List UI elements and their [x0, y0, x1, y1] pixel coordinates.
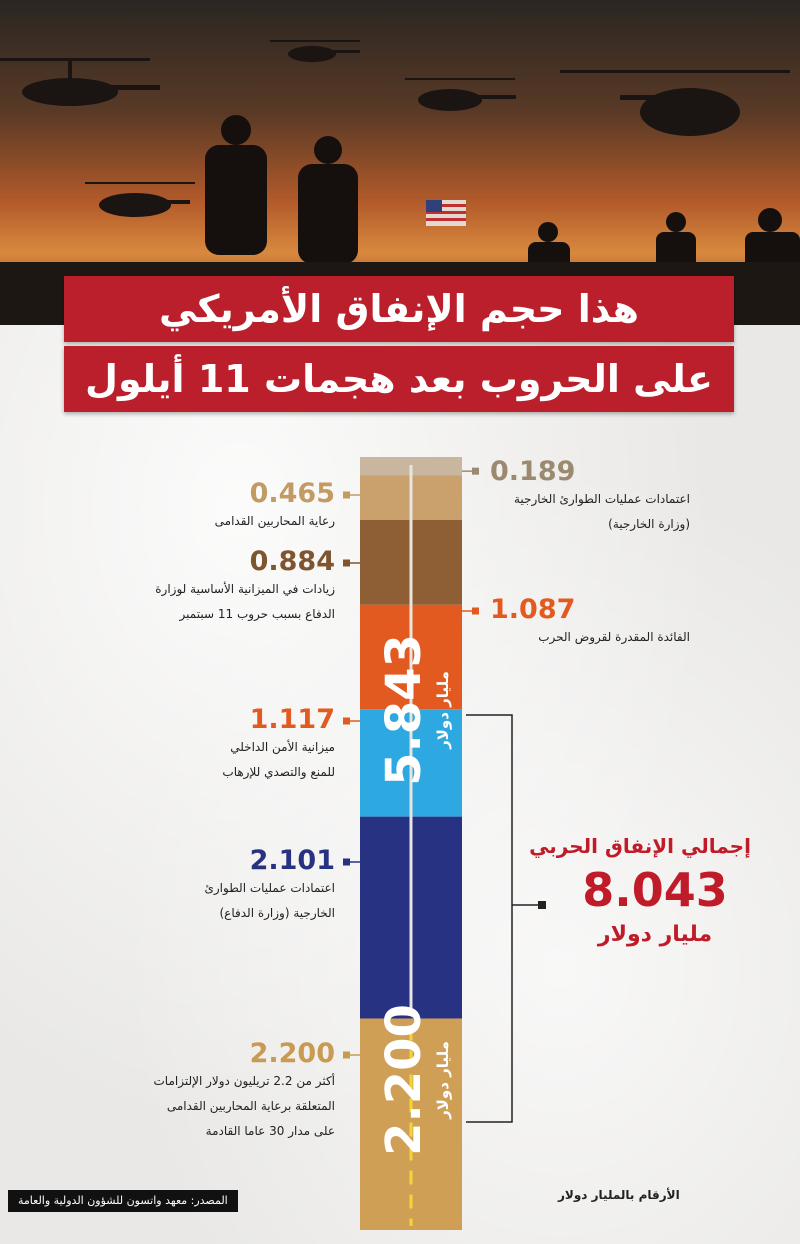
segment-description: للمنع والتصدي للإرهاب — [222, 765, 335, 779]
segment-description: الخارجية (وزارة الدفاع) — [219, 906, 335, 920]
segment-label-0.189 — [490, 456, 690, 537]
segment-description: أكثر من 2.2 تريليون دولار الإلتزامات — [153, 1074, 335, 1088]
segment-description: اعتمادات عمليات الطوارئ — [204, 881, 335, 895]
segment-description: على مدار 30 عاما القادمة — [205, 1124, 335, 1138]
label-marker — [343, 1052, 350, 1059]
total-value: 8.043 — [582, 863, 728, 917]
label-marker — [343, 492, 350, 499]
label-marker — [343, 718, 350, 725]
segment-description: الدفاع بسبب حروب 11 سبتمبر — [179, 607, 335, 621]
segment-label-1.117 — [105, 704, 335, 785]
segment-value: 1.117 — [249, 704, 335, 735]
segment-value: 0.465 — [249, 478, 335, 509]
units-note: الأرقام بالمليار دولار — [558, 1188, 680, 1202]
subtotal-label-2-unit: مليار دولار — [434, 1041, 452, 1119]
title-line-1: هذا حجم الإنفاق الأمريكي — [64, 276, 734, 342]
segment-label-2.101 — [105, 845, 335, 926]
label-marker — [472, 608, 479, 615]
segment-value: 1.087 — [490, 594, 576, 625]
segment-description: زيادات في الميزانية الأساسية لوزارة — [155, 582, 335, 596]
segment-value: 0.189 — [490, 456, 576, 487]
segment-label-1.087 — [490, 594, 690, 650]
label-marker — [472, 468, 479, 475]
title-line-2: على الحروب بعد هجمات 11 أيلول — [64, 346, 734, 412]
segment-label-0.884 — [105, 546, 335, 627]
total-title: إجمالي الإنفاق الحربي — [529, 834, 751, 858]
segment-label-0.465 — [105, 478, 335, 534]
segment-label-2.200 — [105, 1038, 335, 1144]
segment-description: (وزارة الخارجية) — [608, 517, 690, 531]
segment-description: ميزانية الأمن الداخلي — [230, 740, 335, 754]
total-block — [520, 834, 760, 947]
label-marker — [343, 560, 350, 567]
subtotal-label-2-value: 2.200 — [376, 1004, 432, 1156]
source-note: المصدر: معهد واتسون للشؤون الدولية والعامة — [8, 1190, 238, 1212]
label-marker — [343, 859, 350, 866]
segment-value: 2.200 — [249, 1038, 335, 1069]
segment-description: الفائدة المقدرة لقروض الحرب — [538, 630, 690, 644]
segment-value: 0.884 — [249, 546, 335, 577]
total-unit: مليار دولار — [597, 922, 713, 947]
subtotal-label-1-unit: مليار دولار — [434, 671, 452, 749]
segment-description: اعتمادات عمليات الطوارئ الخارجية — [514, 492, 690, 506]
segment-description: المتعلقة برعاية المحاربين القدامى — [166, 1099, 335, 1113]
segment-value: 2.101 — [249, 845, 335, 876]
subtotal-label-1-value: 5.843 — [376, 634, 432, 786]
segment-description: رعاية المحاربين القدامى — [214, 514, 335, 528]
